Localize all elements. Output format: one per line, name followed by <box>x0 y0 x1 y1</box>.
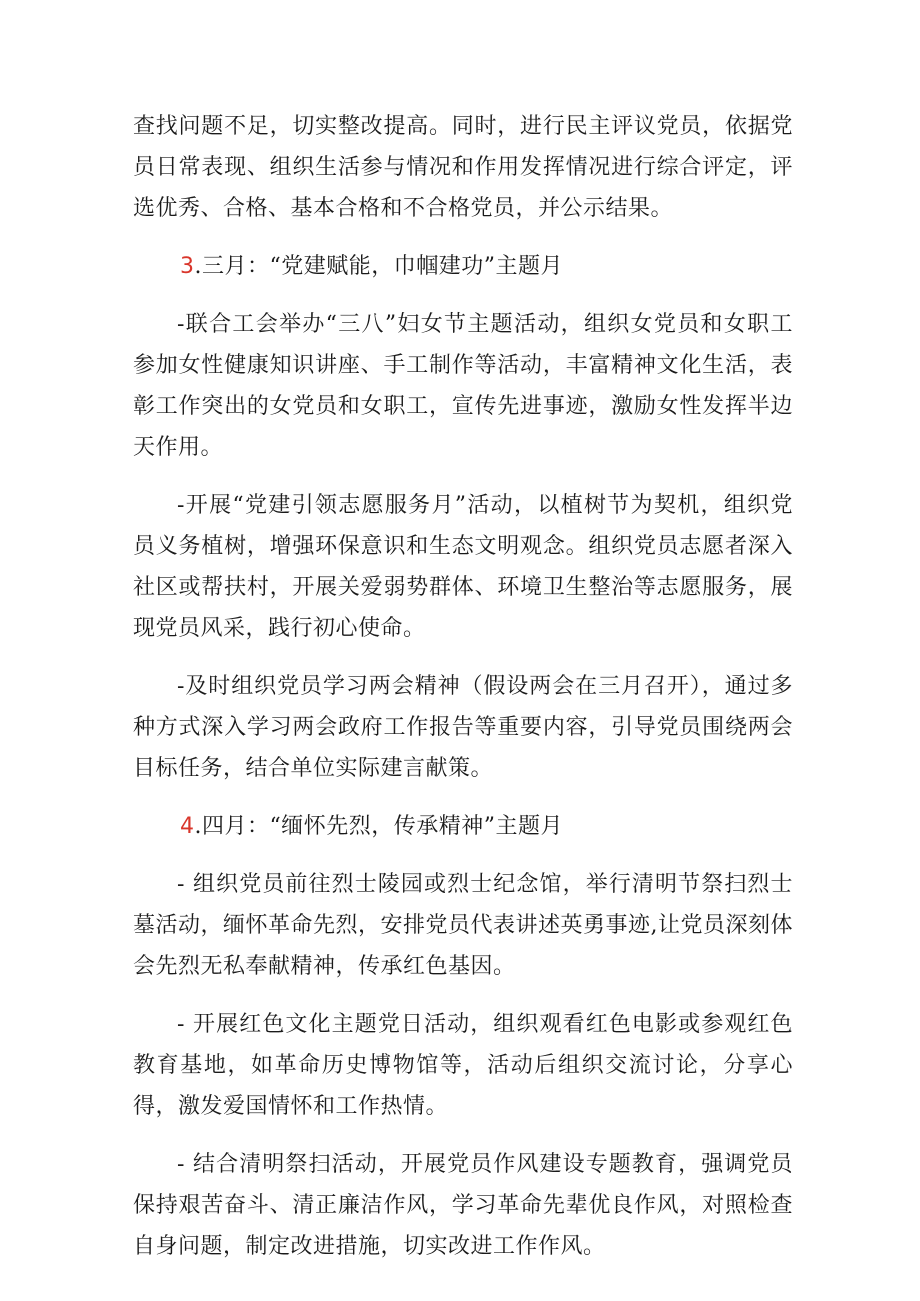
document-body <box>133 106 793 1284</box>
section-4-heading <box>133 806 793 847</box>
section-3-heading <box>133 246 793 287</box>
section-3-title: .三月：“党建赋能，巾帼建功”主题月 <box>194 254 563 279</box>
section-3-item-3: -及时组织党员学习两会精神（假设两会在三月召开），通过多种方式深入学习两会政府工作报告等重要内容，引导党员围绕两会目标任务，结合单位实际建言献策。 <box>133 674 793 781</box>
section-4-item-2: - 开展红色文化主题党日活动，组织观看红色电影或参观红色教育基地，如革命历史博物馆等，活动后组织交流讨论，分享心得，激发爱国情怀和工作热情。 <box>133 1012 793 1119</box>
section-3-number: 3 <box>180 254 195 279</box>
section-4-item-1: - 组织党员前往烈士陵园或烈士纪念馆，举行清明节祭扫烈士墓活动，缅怀革命先烈，安排党员代表讲述英勇事迹,让党员深刻体会先烈无私奉献精神，传承红色基因。 <box>133 872 793 979</box>
section-4-number: 4 <box>180 814 195 839</box>
section-3-item-2: -开展“党建引领志愿服务月”活动，以植树节为契机，组织党员义务植树，增强环保意识和生态文明观念。组织党员志愿者深入社区或帮扶村，开展关爱弱势群体、环境卫生整治等志愿服务，展现党员风采，践行初心使命。 <box>133 493 793 641</box>
section-4-item-3: - 结合清明祭扫活动，开展党员作风建设专题教育，强调党员保持艰苦奋斗、清正廉洁作风，学习革命先辈优良作风，对照检查自身问题，制定改进措施，切实改进工作作风。 <box>133 1152 793 1259</box>
section-3-item-1: -联合工会举办“三八”妇女节主题活动，组织女党员和女职工参加女性健康知识讲座、手工制作等活动，丰富精神文化生活，表彰工作突出的女党员和女职工，宣传先进事迹，激励女性发挥半边天作用。 <box>133 312 793 460</box>
intro-paragraph: 查找问题不足，切实整改提高。同时，进行民主评议党员，依据党员日常表现、组织生活参与情况和作用发挥情况进行综合评定，评选优秀、合格、基本合格和不合格党员，并公示结果。 <box>133 114 793 221</box>
section-4-title: .四月：“缅怀先烈，传承精神”主题月 <box>194 814 563 839</box>
